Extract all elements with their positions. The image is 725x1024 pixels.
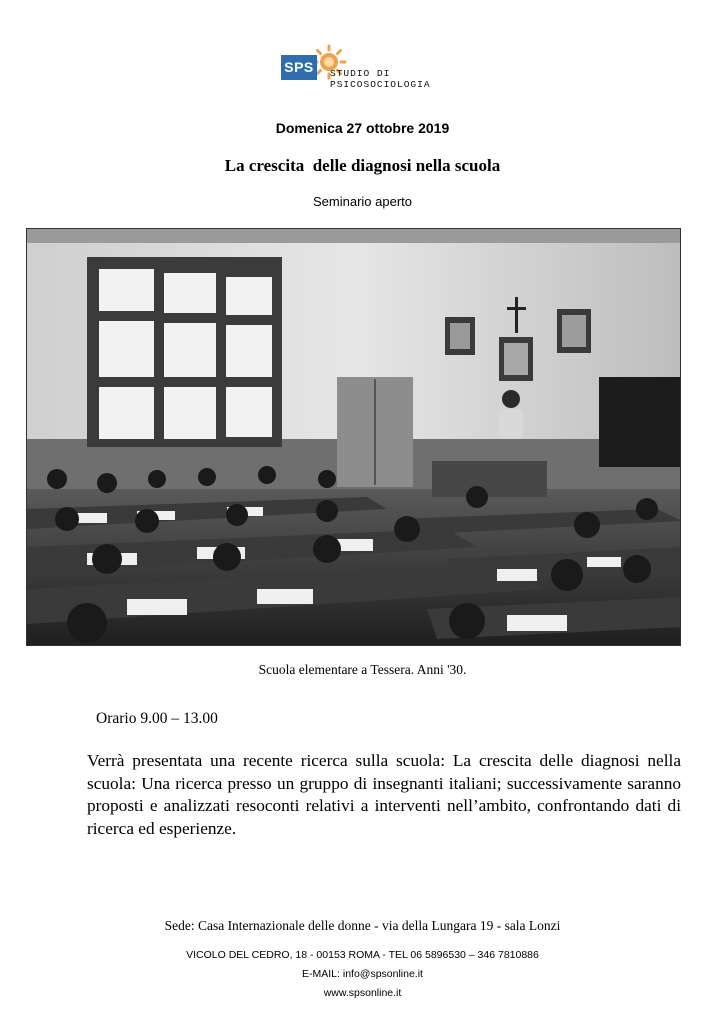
event-time: Orario 9.00 – 13.00 — [96, 710, 218, 727]
logo-name-line-1: STUDIO DI — [330, 68, 391, 79]
logo-name-line-2: PSICOSOCIOLOGIA — [330, 79, 431, 90]
event-date: Domenica 27 ottobre 2019 — [275, 120, 450, 136]
logo-name — [330, 68, 431, 90]
email-line: E-MAIL: info@spsonline.it — [302, 968, 423, 980]
venue: Sede: Casa Internazionale delle donne - via della Lungara 19 - sala Lonzi — [164, 918, 561, 933]
postal-address: VICOLO DEL CEDRO, 18 - 00153 ROMA - TEL 06 5896530 – 346 7810886 — [186, 949, 539, 961]
classroom-photo-illustration — [27, 229, 681, 646]
sps-logo — [281, 44, 441, 94]
page-title: La crescita delle diagnosi nella scuola — [224, 156, 501, 175]
page-subtitle: Seminario aperto — [313, 194, 412, 209]
contact-block — [0, 946, 725, 1003]
website-link[interactable]: www.spsonline.it — [323, 987, 402, 999]
photo-caption: Scuola elementare a Tessera. Anni '30. — [258, 662, 467, 677]
classroom-photo — [26, 228, 681, 646]
logo-abbreviation: SPS — [281, 55, 317, 80]
event-description: Verrà presentata una recente ricerca sulla scuola: La crescita delle diagnosi nella scuola: Una ricerca presso un gruppo di insegnanti italiani; successivamente saranno proposti e analizzati resoconti relativi a interventi nell’ambito, confrontando dati di ricerca ed esperienze. — [87, 751, 681, 838]
